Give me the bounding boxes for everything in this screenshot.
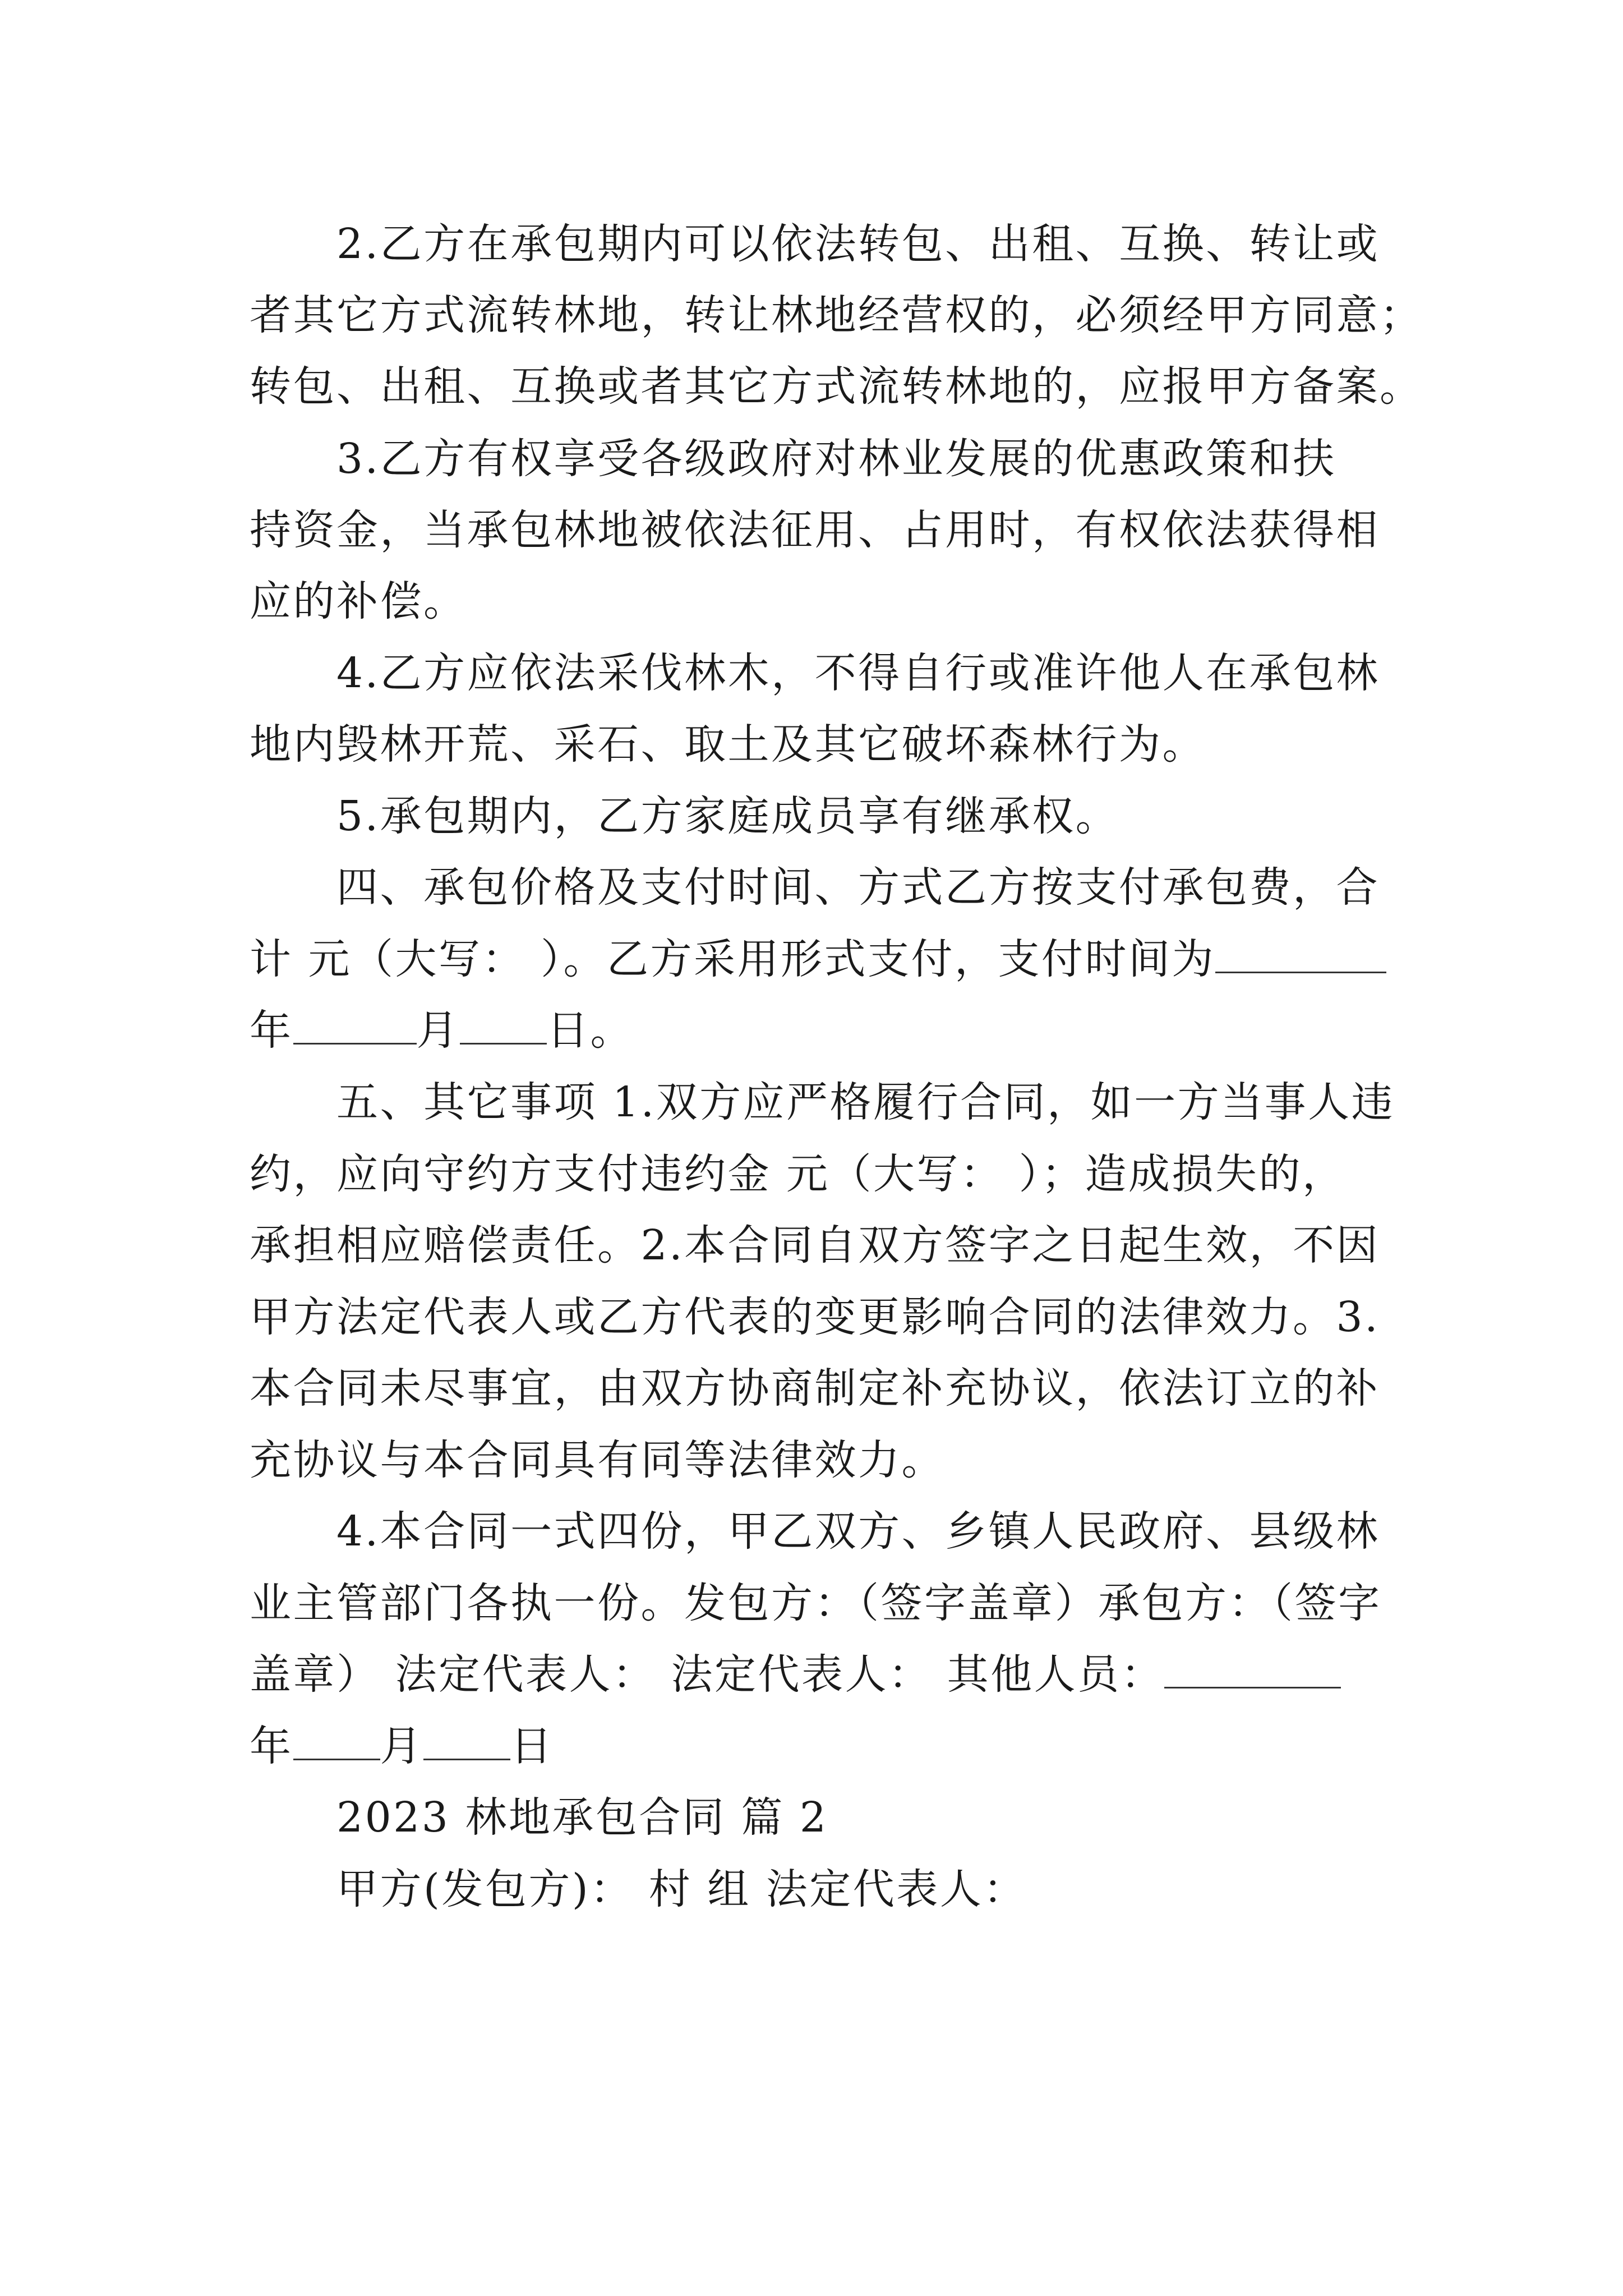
fill-blank [1215,938,1386,973]
paragraph-line: 者其它方式流转林地，转让林地经营权的，必须经甲方同意； [250,291,1423,339]
date-line [250,1710,1388,1783]
fill-blank [293,1009,417,1045]
paragraph-line: 业主管部门各执一份。发包方：（签字盖章）承包方：（签字 [250,1579,1382,1627]
paragraph-line: 4.本合同一式四份，甲乙双方、乡镇人民政府、县级林 [336,1507,1380,1556]
paragraph-line: 甲方(发包方)： 村 组 法定代表人： [336,1865,1027,1913]
date-day-label: 日 [510,1722,554,1770]
paragraph-line: 2.乙方在承包期内可以依法转包、出租、互换、转让或 [336,220,1380,268]
line-text: 盖章） 法定代表人： 法定代表人： 其他人员： [250,1650,1165,1699]
line-text: 计 元（大写： ）。乙方采用形式支付，支付时间为 [250,935,1216,983]
paragraph-line [250,923,1388,996]
section-heading: 2023 林地承包合同 篇 2 [336,1793,828,1842]
paragraph-line: 五、其它事项 1.双方应严格履行合同，如一方当事人违 [336,1078,1395,1126]
paragraph-line: 持资金，当承包林地被依法征用、占用时，有权依法获得相 [250,506,1380,554]
paragraph-line: 地内毁林开荒、采石、取土及其它破坏森林行为。 [250,720,1206,769]
fill-blank [293,1725,380,1760]
signature-line [250,1638,1388,1711]
date-year-label: 年 [250,1722,293,1770]
paragraph-line: 充协议与本合同具有同等法律效力。 [250,1436,945,1484]
date-year-label: 年 [250,1006,293,1055]
paragraph-line: 3.乙方有权享受各级政府对林业发展的优惠政策和扶 [336,435,1336,483]
paragraph-line: 四、承包价格及支付时间、方式乙方按支付承包费，合 [336,863,1380,912]
paragraph-line: 甲方法定代表人或乙方代表的变更影响合同的法律效力。3. [250,1293,1380,1341]
date-line [250,994,1388,1067]
fill-blank [423,1725,510,1760]
date-month-label: 月 [380,1722,423,1770]
date-month-label: 月 [416,1006,460,1055]
paragraph-line: 5.承包期内，乙方家庭成员享有继承权。 [336,792,1119,840]
paragraph-line: 承担相应赔偿责任。2.本合同自双方签字之日起生效，不因 [250,1221,1380,1269]
date-day-label: 日。 [547,1006,634,1055]
paragraph-line: 本合同未尽事宜，由双方协商制定补充协议，依法订立的补 [250,1364,1380,1412]
paragraph-line: 转包、出租、互换或者其它方式流转林地的，应报甲方备案。 [250,362,1423,411]
paragraph-line: 4.乙方应依法采伐林木，不得自行或准许他人在承包林 [336,649,1380,697]
fill-blank [460,1009,547,1045]
fill-blank [1164,1653,1341,1688]
paragraph-line: 约，应向守约方支付违约金 元（大写： ）；造成损失的， [250,1150,1346,1198]
paragraph-line: 应的补偿。 [250,577,467,625]
